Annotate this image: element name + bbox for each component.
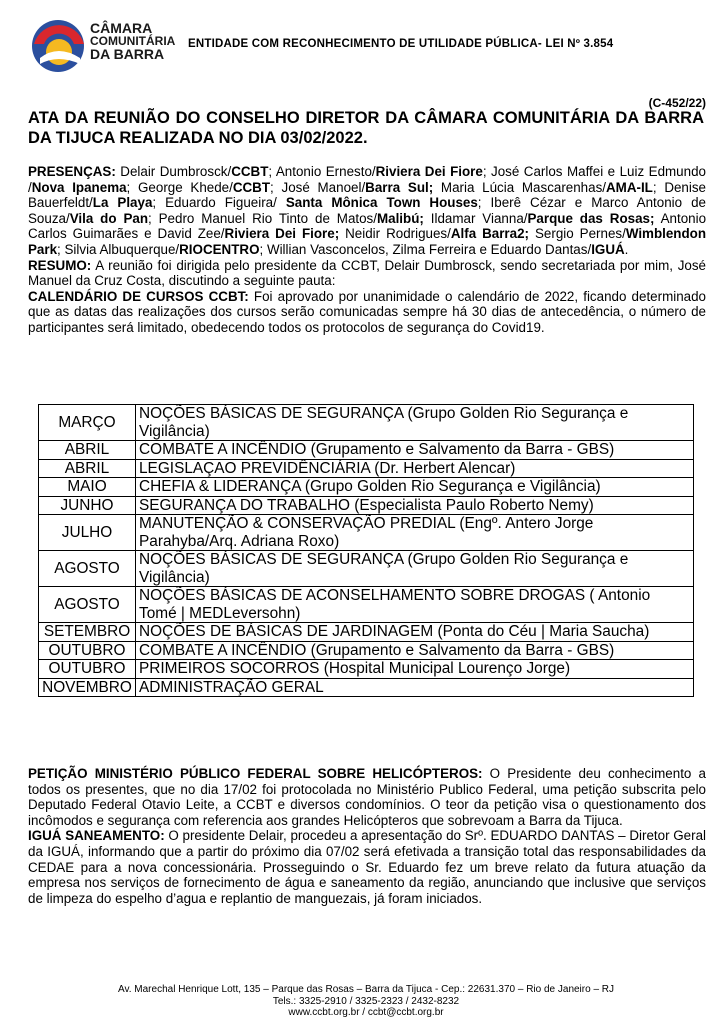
logo-line-3: DA BARRA bbox=[90, 46, 165, 62]
presencas-bold-run: AMA-IL bbox=[606, 179, 653, 195]
peticao-paragraph bbox=[28, 766, 706, 828]
course-title: NOÇÕES BÁSICAS DE ACONSELHAMENTO SOBRE DROGAS ( Antonio Tomé | MEDLeversohn) bbox=[136, 587, 694, 623]
presencas-run: ; José Manoel/ bbox=[270, 179, 366, 195]
course-title: MANUTENÇÃO & CONSERVAÇÃO PREDIAL (Engº. Antero Jorge Parahyba/Arq. Adriana Roxo) bbox=[136, 515, 694, 551]
presencas-run: . bbox=[624, 241, 629, 257]
presencas-run: ; Willian Vasconcelos, Zilma Ferreira e Eduardo Dantas/ bbox=[259, 241, 592, 257]
calendario-label: CALENDÁRIO DE CURSOS CCBT: bbox=[28, 288, 249, 304]
course-title: LEGISLAÇAO PREVIDÊNCIÁRIA (Dr. Herbert Alencar) bbox=[136, 459, 694, 478]
resumo-text: A reunião foi dirigida pelo presidente da CCBT, Delair Dumbrosck, sendo secretariada por mim, José Manuel da Cruz Costa, discutindo a seguinte pauta: bbox=[28, 257, 706, 289]
presencas-run: Sergio Pernes/ bbox=[529, 226, 626, 242]
course-title: NOÇÕES BÁSICAS DE SEGURANÇA (Grupo Golden Rio Segurança e Vigilância) bbox=[136, 405, 694, 441]
course-month: AGOSTO bbox=[39, 551, 136, 587]
presencas-run: ; Pedro Manuel Rio Tinto de Matos/ bbox=[148, 210, 377, 226]
course-month: MAIO bbox=[39, 478, 136, 497]
presencas-bold-run: Nova Ipanema bbox=[31, 179, 127, 195]
footer-phones: Tels.: 3325-2910 / 3325-2323 / 2432-8232 bbox=[272, 995, 460, 1007]
letterhead bbox=[28, 14, 708, 84]
course-title: COMBATE A INCÊNDIO (Grupamento e Salvamento da Barra - GBS) bbox=[136, 641, 694, 660]
table-row bbox=[39, 459, 694, 478]
presencas-run: Ildamar Vianna/ bbox=[423, 210, 528, 226]
footer-web: www.ccbt.org.br / ccbt@ccbt.org.br bbox=[288, 1007, 444, 1018]
presencas-paragraph bbox=[28, 164, 706, 258]
presencas-run: ; Eduardo Figueira/ bbox=[152, 195, 286, 211]
course-month: ABRIL bbox=[39, 441, 136, 460]
peticao-text: O Presidente deu conhecimento a todos os presentes, que no dia 17/02 foi protocolada no Ministério Publico Federal, uma petição subscrita pelo Deputado Federal Otavio Leite, a CCBT e diversos condomínios. O teor da petição visa o questionamento dos incômodos e segurança com referencia aos grandes Helicópteros que sobrevoam a Barra da Tijuca. bbox=[28, 766, 706, 828]
presencas-bold-run: Wimblendon Park bbox=[28, 226, 707, 257]
table-row bbox=[39, 441, 694, 460]
course-title: NOÇÕES DE BÁSICAS DE JARDINAGEM (Ponta do Céu | Maria Saucha) bbox=[136, 623, 694, 642]
presencas-bold-run: Malibú; bbox=[376, 210, 424, 226]
presencas-bold-run: Barra Sul; bbox=[365, 179, 434, 195]
presencas-run: Delair Dumbrosck/ bbox=[115, 164, 232, 179]
presencas-run: ; José Carlos Maffei e Luiz Edmundo / bbox=[28, 164, 706, 195]
presencas-bold-run: Riviera Dei Fiore bbox=[375, 164, 483, 179]
presencas-bold-run: CCBT bbox=[232, 179, 271, 195]
course-month: OUTUBRO bbox=[39, 660, 136, 679]
presencas-run: ; Antonio Ernesto/ bbox=[268, 164, 376, 179]
course-month: MARÇO bbox=[39, 405, 136, 441]
logo-line-1: CÂMARA bbox=[90, 20, 153, 36]
course-month: JUNHO bbox=[39, 496, 136, 515]
course-month: JULHO bbox=[39, 515, 136, 551]
igua-text: O presidente Delair, procedeu a apresentação do Srº. EDUARDO DANTAS – Diretor Geral da IGUÁ, informando que a partir do próximo dia 07/02 será efetivada a transição total das responsabilidades da CEDAE para a nova concessionária. Prosseguindo o Sr. Eduardo fez um breve relato da futura atuação da empresa nos serviços de fornecimento de água e saneamento da região, anunciando que inclusive que serviços de limpeza do espelho d’agua e replantio de manguezais, já foram iniciados. bbox=[28, 828, 707, 906]
calendario-paragraph bbox=[28, 289, 706, 336]
presencas-bold-run: IGUÁ bbox=[591, 241, 625, 257]
presencas-run: ; Denise Bauerfeldt/ bbox=[28, 179, 706, 211]
table-row bbox=[39, 641, 694, 660]
course-title: ADMINISTRAÇÃO GERAL bbox=[136, 678, 694, 697]
igua-label: IGUÁ SANEAMENTO: bbox=[28, 828, 165, 844]
table-row bbox=[39, 587, 694, 623]
course-title: COMBATE A INCÊNDIO (Grupamento e Salvamento da Barra - GBS) bbox=[136, 441, 694, 460]
presencas-bold-run: Alfa Barra2; bbox=[450, 226, 530, 242]
presencas-bold-run: PRESENÇAS: bbox=[28, 164, 116, 179]
peticao-label: PETIÇÃO MINISTÉRIO PÚBLICO FEDERAL SOBRE HELICÓPTEROS: bbox=[28, 766, 483, 781]
calendario-text: Foi aprovado por unanimidade o calendário de 2022, ficando determinado que as datas das realizações dos cursos serão comunicadas sempre há 30 dias de antecedência, o número de participantes será limitado, obedecendo todos os protocolos de segurança do Covid19. bbox=[28, 288, 706, 335]
presencas-bold-run: Parque das Rosas; bbox=[527, 210, 655, 226]
entity-recognition: ENTIDADE COM RECONHECIMENTO DE UTILIDADE PÚBLICA- LEI Nº 3.854 bbox=[188, 38, 614, 50]
course-month: NOVEMBRO bbox=[39, 678, 136, 697]
table-row bbox=[39, 660, 694, 679]
course-month: SETEMBRO bbox=[39, 623, 136, 642]
presencas-bold-run: Vila do Pan bbox=[69, 210, 148, 226]
logo-text bbox=[90, 22, 175, 61]
table-row bbox=[39, 678, 694, 697]
footer bbox=[28, 984, 704, 1019]
footer-address: Av. Marechal Henrique Lott, 135 – Parque das Rosas – Barra da Tijuca - Cep.: 22631.370 – Rio de Janeiro – RJ bbox=[117, 984, 615, 995]
course-month: AGOSTO bbox=[39, 587, 136, 623]
table-row bbox=[39, 515, 694, 551]
course-month: ABRIL bbox=[39, 459, 136, 478]
presencas-bold-run: Santa Mônica Town Houses bbox=[285, 195, 478, 211]
presencas-run: ; Iberê Cézar e Marco Antonio de Souza/ bbox=[28, 195, 706, 226]
course-title: PRIMEIROS SOCORROS (Hospital Municipal Lourenço Jorge) bbox=[136, 660, 694, 679]
presencas-run: Antonio Carlos Guimarães e David Zee/ bbox=[28, 210, 707, 242]
course-calendar-table bbox=[38, 404, 694, 697]
course-month: OUTUBRO bbox=[39, 641, 136, 660]
course-title: SEGURANÇA DO TRABALHO (Especialista Paulo Roberto Nemy) bbox=[136, 496, 694, 515]
table-row bbox=[39, 551, 694, 587]
course-title: NOÇÕES BÁSICAS DE SEGURANÇA (Grupo Golden Rio Segurança e Vigilância) bbox=[136, 551, 694, 587]
presencas-run: ; George Khede/ bbox=[126, 179, 233, 195]
table-row bbox=[39, 496, 694, 515]
minutes-topics bbox=[28, 766, 706, 906]
table-row bbox=[39, 478, 694, 497]
table-row bbox=[39, 623, 694, 642]
presencas-bold-run: La Playa bbox=[92, 195, 153, 211]
camara-logo-icon bbox=[28, 14, 90, 76]
presencas-bold-run: RIOCENTRO bbox=[179, 241, 260, 257]
presencas-run: Neidir Rodrigues/ bbox=[339, 226, 451, 242]
document-code: (C-452/22) bbox=[648, 96, 706, 110]
presencas-bold-run: Riviera Dei Fiore; bbox=[224, 226, 340, 242]
presencas-run: ; Silvia Albuquerque/ bbox=[57, 241, 180, 257]
minutes-intro bbox=[28, 164, 706, 336]
logo-line-2: COMUNITÁRIA bbox=[90, 34, 176, 48]
course-title: CHEFIA & LIDERANÇA (Grupo Golden Rio Segurança e Vigilância) bbox=[136, 478, 694, 497]
resumo-paragraph bbox=[28, 258, 706, 289]
page-title: ATA DA REUNIÃO DO CONSELHO DIRETOR DA CÂMARA COMUNITÁRIA DA BARRA DA TIJUCA REALIZADA NO DIA 03/02/2022. bbox=[28, 109, 704, 147]
presencas-run: Maria Lúcia Mascarenhas/ bbox=[433, 179, 606, 195]
resumo-label: RESUMO: bbox=[28, 257, 92, 273]
presencas-bold-run: CCBT bbox=[231, 164, 269, 179]
table-row bbox=[39, 405, 694, 441]
igua-paragraph bbox=[28, 828, 706, 906]
